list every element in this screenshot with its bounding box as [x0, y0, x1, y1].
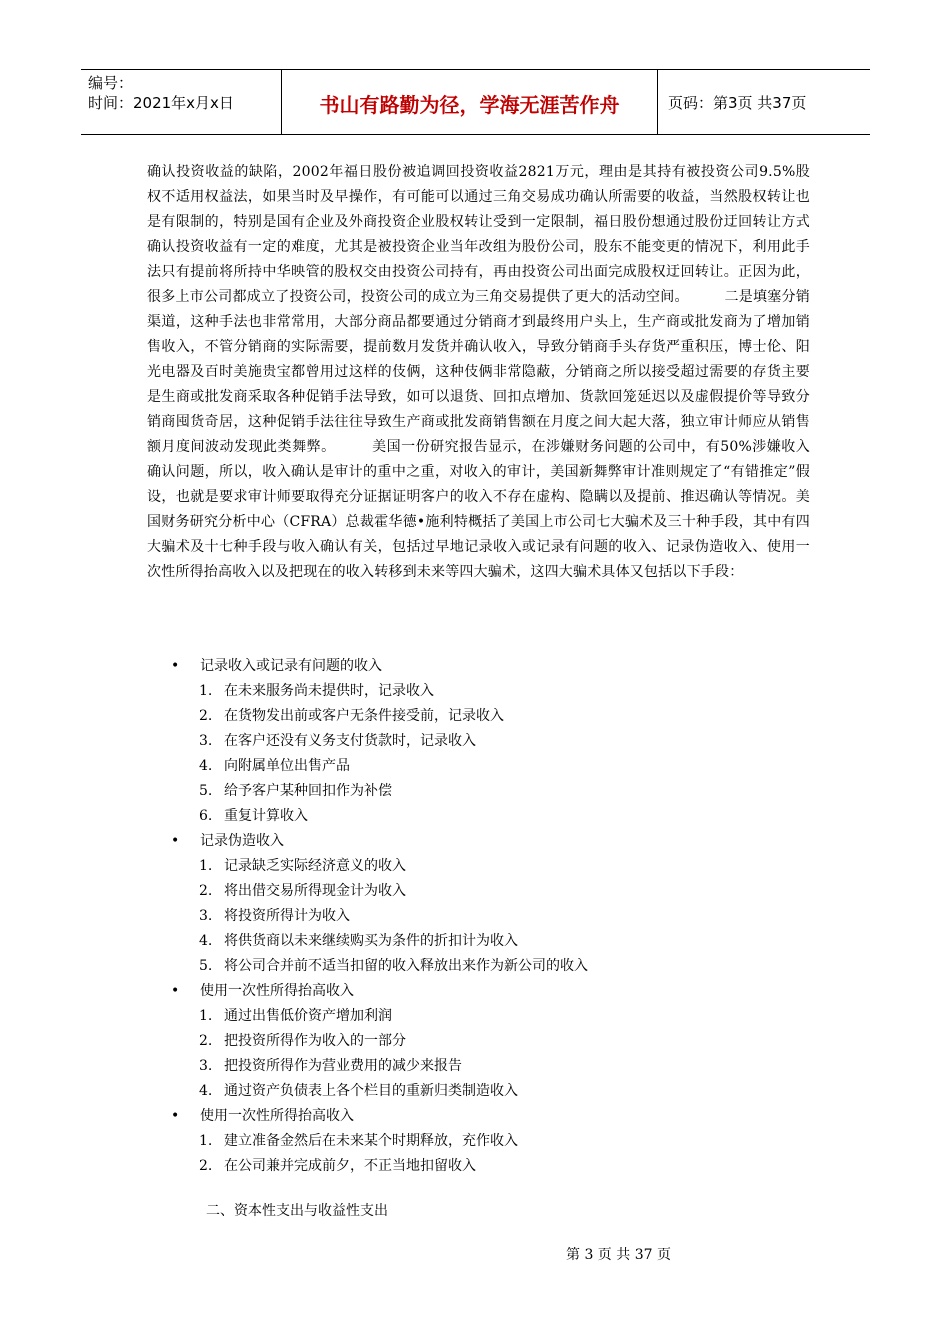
- list-group-title: [171, 1104, 811, 1129]
- list-group-title-text: 使用一次性所得抬高收入: [200, 1108, 354, 1124]
- list-item: [171, 779, 811, 804]
- list-item-text: 将出借交易所得现金计为收入: [224, 883, 406, 899]
- list-item-number: 6.: [199, 808, 213, 824]
- list-item: [171, 879, 811, 904]
- list-item: [171, 904, 811, 929]
- page-header: [81, 69, 870, 135]
- body-paragraph: 确认投资收益的缺陷，2002年福日股份被追调回投资收益2821万元，理由是其持有被投资公司9.5%股权不适用权益法，如果当时及早操作，有可能可以通过三角交易成功确认所需要的收益，当然股权转让也是有限制的，特别是国有企业及外商投资企业股权转让受到一定限制，福日股份想通过股份迂回转让方式确认投资收益有一定的难度，尤其是被投资企业当年改组为股份公司，股东不能变更的情况下，利用此手法只有提前将所持中华映管的股权交由投资公司持有，再由投资公司出面完成股权迂回转让。正因为此，很多上市公司都成立了投资公司，投资公司的成立为三角交易提供了更大的活动空间。 二是填塞分销渠道，这种手法也非常常用，大部分商品都要通过分销商才到最终用户头上，生产商或批发商为了增加销售收入，不管分销商的实际需要，提前数月发货并确认收入，导致分销商手头存货严重积压，博士伦、阳光电器及百时美施贵宝都曾用过这样的伎俩，这种伎俩非常隐蔽，分销商之所以接受超过需要的存货主要是生商或批发商采取各种促销手法导致，如可以退货、回扣点增加、货款回笼延迟以及虚假提价等导致分销商囤货奇居，这种促销手法往往导致生产商或批发商销售额在月度之间大起大落，独立审计师应从销售额月度间波动发现此类舞弊。 美国一份研究报告显示，在涉嫌财务问题的公司中，有50%涉嫌收入确认问题，所以，收入确认是审计的重中之重，对收入的审计，美国新舞弊审计准则规定了“有错推定”假设，也就是要求审计师要取得充分证据证明客户的收入不存在虚构、隐瞒以及提前、推迟确认等情况。美国财务研究分析中心（CFRA）总裁霍华德•施利特概括了美国上市公司七大骗术及三十种手段，其中有四大骗术及十七种手段与收入确认有关，包括过早地记录收入或记录有问题的收入、记录伪造收入、使用一次性所得抬高收入以及把现在的收入转移到未来等四大骗术，这四大骗术具体又包括以下手段：: [147, 164, 810, 580]
- list-item-text: 把投资所得作为收入的一部分: [224, 1033, 406, 1049]
- list-item-number: 1.: [199, 858, 213, 874]
- list-item-number: 4.: [199, 758, 213, 774]
- list-item: [171, 1004, 811, 1029]
- list-group-title: [171, 654, 811, 679]
- list-item-number: 1.: [199, 1008, 213, 1024]
- list-item-number: 2.: [199, 708, 213, 724]
- header-slogan: 书山有路勤为径，学海无涯苦作舟: [282, 70, 658, 134]
- list-item-number: 2.: [199, 883, 213, 899]
- list-item: [171, 1079, 811, 1104]
- list-item-text: 在客户还没有义务支付货款时，记录收入: [224, 733, 476, 749]
- list-item-number: 4.: [199, 933, 213, 949]
- bullet-icon: •: [171, 833, 180, 849]
- list-item-number: 1.: [199, 1133, 213, 1149]
- list-item: [171, 704, 811, 729]
- body-paragraph-block: [147, 160, 810, 585]
- list-item: [171, 679, 811, 704]
- list-item-number: 3.: [199, 908, 213, 924]
- list-group-title: [171, 829, 811, 854]
- list-item-number: 1.: [199, 683, 213, 699]
- page-footer: 第 3 页 共 37 页: [566, 1247, 671, 1263]
- list-item-text: 在货物发出前或客户无条件接受前，记录收入: [224, 708, 504, 724]
- list-item-number: 2.: [199, 1033, 213, 1049]
- list-item-text: 建立准备金然后在未来某个时期释放，充作收入: [224, 1133, 518, 1149]
- list-item: [171, 929, 811, 954]
- header-meta: [81, 70, 282, 134]
- list-item-number: 5.: [199, 783, 213, 799]
- list-item: [171, 1054, 811, 1079]
- list-item: [171, 804, 811, 829]
- header-page-number: 页码：第3页 共37页: [668, 93, 807, 112]
- list-item: [171, 854, 811, 879]
- list-item: [171, 754, 811, 779]
- list-group-title-text: 记录收入或记录有问题的收入: [200, 658, 382, 674]
- list-item: [171, 954, 811, 979]
- fraud-techniques-list: [171, 654, 811, 1179]
- list-item-text: 将供货商以未来继续购买为条件的折扣计为收入: [224, 933, 518, 949]
- list-item: [171, 1154, 811, 1179]
- list-item-text: 在未来服务尚未提供时，记录收入: [224, 683, 434, 699]
- document-number-label: 编号：: [88, 74, 134, 92]
- list-group-title-text: 使用一次性所得抬高收入: [200, 983, 354, 999]
- list-item-number: 2.: [199, 1158, 213, 1174]
- list-item-text: 在公司兼并完成前夕，不正当地扣留收入: [224, 1158, 476, 1174]
- list-group-title-text: 记录伪造收入: [200, 833, 284, 849]
- list-item-text: 重复计算收入: [224, 808, 308, 824]
- document-date-label: 时间：2021年x月x日: [88, 94, 234, 112]
- list-item-number: 4.: [199, 1083, 213, 1099]
- list-item-text: 通过出售低价资产增加利润: [224, 1008, 392, 1024]
- bullet-icon: •: [171, 658, 180, 674]
- list-group-title: [171, 979, 811, 1004]
- list-item-number: 3.: [199, 1058, 213, 1074]
- list-item-text: 通过资产负债表上各个栏目的重新归类制造收入: [224, 1083, 518, 1099]
- list-item-number: 3.: [199, 733, 213, 749]
- list-item-text: 将公司合并前不适当扣留的收入释放出来作为新公司的收入: [224, 958, 588, 974]
- list-item-text: 记录缺乏实际经济意义的收入: [224, 858, 406, 874]
- list-item-text: 给予客户某种回扣作为补偿: [224, 783, 392, 799]
- bullet-icon: •: [171, 1108, 180, 1124]
- list-item-text: 将投资所得计为收入: [224, 908, 350, 924]
- section-heading: 二、资本性支出与收益性支出: [206, 1203, 388, 1219]
- list-item: [171, 1029, 811, 1054]
- list-item: [171, 729, 811, 754]
- list-item-text: 把投资所得作为营业费用的减少来报告: [224, 1058, 462, 1074]
- list-item: [171, 1129, 811, 1154]
- list-item-text: 向附属单位出售产品: [224, 758, 350, 774]
- list-item-number: 5.: [199, 958, 213, 974]
- bullet-icon: •: [171, 983, 180, 999]
